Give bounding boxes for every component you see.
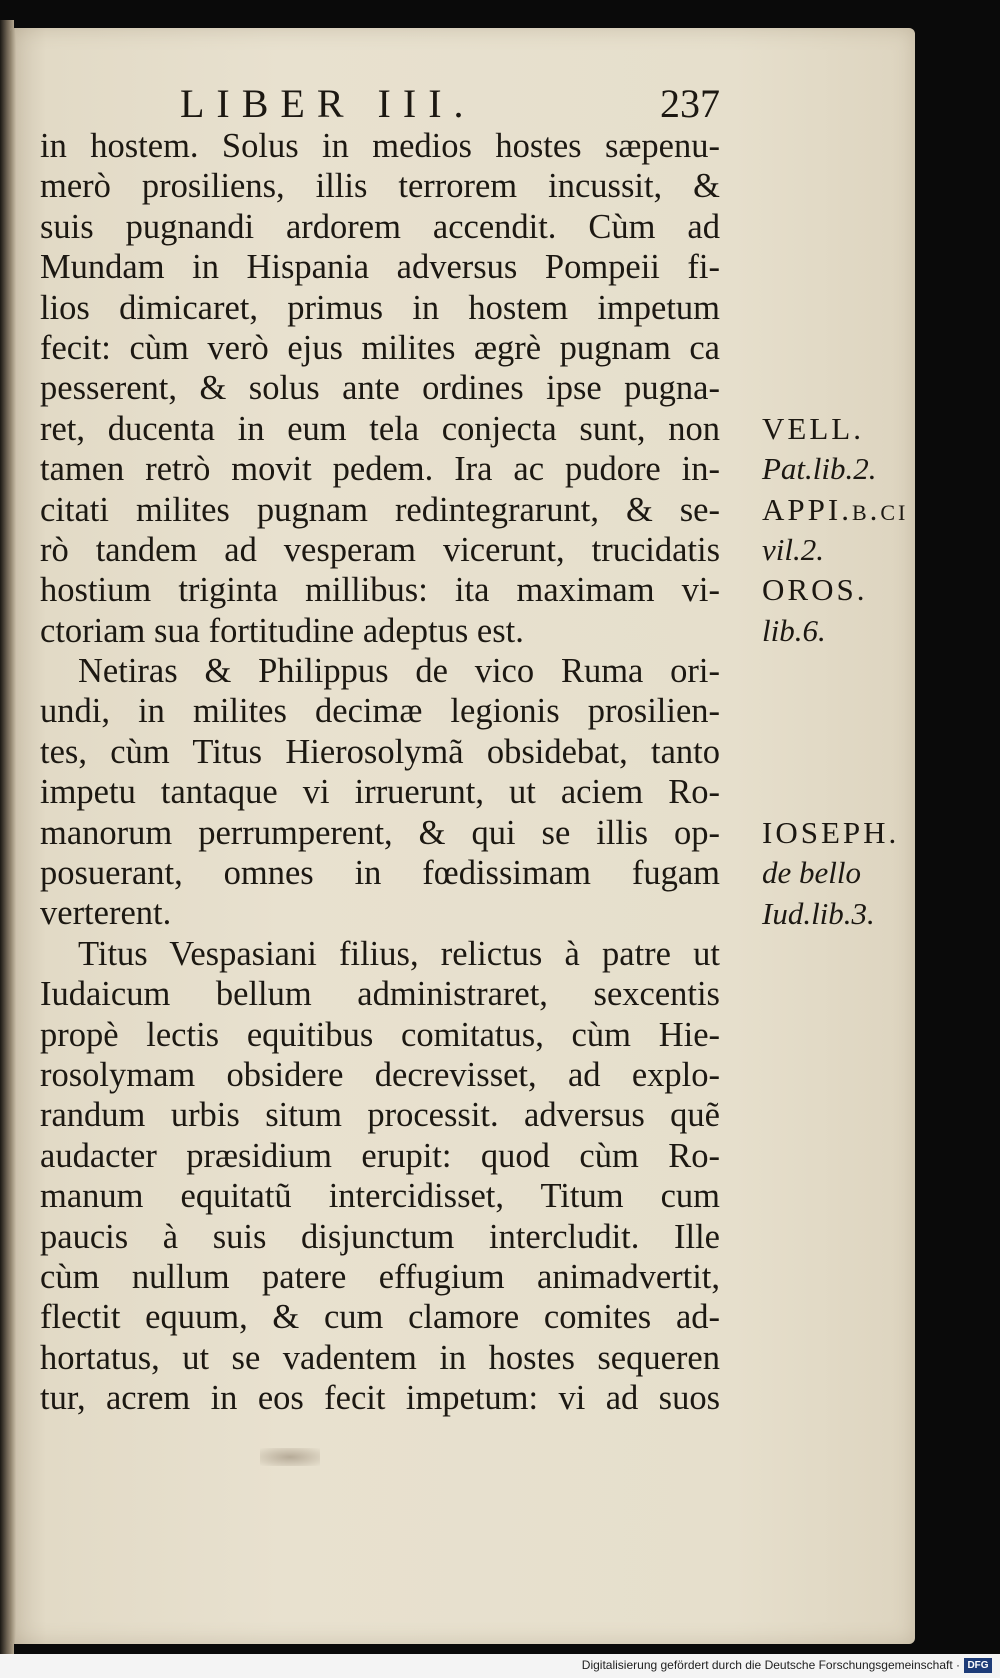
text-line: tamen retrò movit pedem. Ira ac pudore in-	[40, 450, 720, 489]
margin-note	[762, 813, 915, 934]
text-line: paucis à suis disjunctum intercludit. Ille	[40, 1217, 720, 1256]
text-line: ret, ducenta in eum tela conjecta sunt, non	[40, 409, 720, 448]
text-line: randum urbis situm processit. adversus quẽ	[40, 1096, 720, 1135]
text-line: fecit: cùm verò ejus milites ægrè pugnam ca	[40, 328, 720, 367]
text-line: hortatus, ut se vadentem in hostes sequeren	[40, 1338, 720, 1377]
text-line: suis pugnandi ardorem accendit. Cùm ad	[40, 207, 720, 246]
digitization-credit: Digitalisierung gefördert durch die Deutsche Forschungsgemeinschaft ·	[581, 1658, 960, 1672]
margin-note-reference: lib.6.	[762, 612, 826, 648]
text-line: undi, in milites decimæ legionis prosilien-	[40, 692, 720, 731]
text-line: verterent.	[40, 894, 172, 933]
margin-note	[762, 570, 915, 651]
text-line: manorum perrumperent, & qui se illis op-	[40, 813, 720, 852]
text-line: pesserent, & solus ante ordines ipse pugna-	[40, 369, 720, 408]
text-line: hostium triginta millibus: ita maximam vi-	[40, 571, 720, 610]
dfg-logo: DFG	[964, 1658, 992, 1673]
text-line: audacter præsidium erupit: quod cùm Ro-	[40, 1136, 720, 1175]
text-line: Titus Vespasiani filius, relictus à patre ut	[78, 934, 720, 973]
text-line: lios dimicaret, primus in hostem impetum	[40, 288, 720, 327]
text-line: rosolymam obsidere decrevisset, ad explo-	[40, 1055, 720, 1094]
margin-note	[762, 490, 915, 571]
text-line: cùm nullum patere effugium animadvertit,	[40, 1257, 720, 1296]
margin-note-reference: Iud.lib.3.	[762, 895, 875, 931]
text-line: merò prosiliens, illis terrorem incussit, &	[40, 167, 720, 206]
margin-note	[762, 409, 915, 490]
margin-note-reference: Pat.lib.2.	[762, 451, 877, 487]
text-line: propè lectis equitibus comitatus, cùm Hie-	[40, 1015, 720, 1054]
text-line: manum equitatũ intercidisset, Titum cum	[40, 1177, 720, 1216]
margin-note-author: IOSEPH.	[762, 814, 900, 850]
text-line: tur, acrem in eos fecit impetum: vi ad suos	[40, 1379, 720, 1418]
ink-stain	[260, 1448, 320, 1466]
text-line: impetu tantaque vi irruerunt, ut aciem Ro-	[40, 773, 720, 812]
page-number: 237	[660, 81, 720, 126]
text-line: Mundam in Hispania adversus Pompeii fi-	[40, 248, 720, 287]
text-line: in hostem. Solus in medios hostes sæpenu-	[40, 127, 720, 165]
margin-note-author: APPI.b.ci	[762, 491, 909, 527]
page-edge	[10, 28, 16, 1644]
footer-bar	[0, 1654, 1000, 1678]
text-line: flectit equum, & cum clamore comites ad-	[40, 1298, 720, 1337]
book-page	[10, 28, 915, 1644]
margin-note-reference: de bello	[762, 855, 861, 891]
text-line: posuerant, omnes in fœdissimam fugam	[40, 854, 720, 893]
text-line: ctoriam sua fortitudine adeptus est.	[40, 611, 524, 650]
text-line: tes, cùm Titus Hierosolymã obsidebat, tanto	[40, 732, 720, 771]
text-line: citati milites pugnam redintegrarunt, & se-	[40, 490, 720, 529]
text-line: Iudaicum bellum administraret, sexcentis	[40, 975, 720, 1014]
main-text-block	[40, 126, 909, 1419]
margin-note-author: VELL.	[762, 410, 864, 446]
margin-note-reference: vil.2.	[762, 531, 824, 567]
text-line: rò tandem ad vesperam vicerunt, trucidatis	[40, 530, 720, 569]
text-line: Netiras & Philippus de vico Ruma ori-	[78, 652, 720, 691]
margin-note-author: OROS.	[762, 572, 868, 608]
running-title: LIBER III.	[180, 81, 476, 126]
